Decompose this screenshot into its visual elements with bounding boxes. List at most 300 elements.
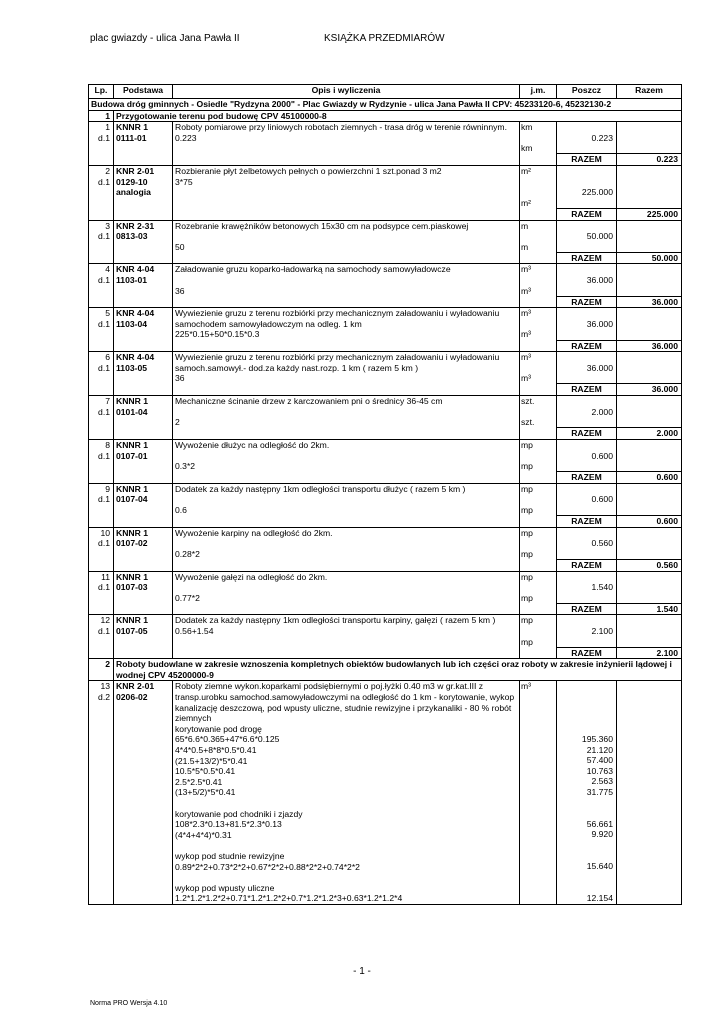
- empty-cell: [173, 340, 520, 352]
- project-title-row: [89, 99, 682, 111]
- razem-row: [89, 340, 682, 352]
- section-number: 2: [89, 659, 114, 681]
- description-text: Wywiezienie gruzu z terenu rozbiórki przy mechanicznym załadowaniu i wyładowaniu samochodem samowyładowczym na odleg. 1 km: [175, 308, 500, 329]
- item-lp: 1: [105, 122, 110, 133]
- calc-unit: m³: [521, 285, 532, 296]
- item-razem: [617, 571, 682, 603]
- empty-cell: [173, 516, 520, 528]
- unit-text: km: [521, 122, 533, 133]
- razem-label: RAZEM: [557, 559, 617, 571]
- calculation: 2: [175, 417, 180, 428]
- razem-row: [89, 252, 682, 264]
- item-razem: [617, 220, 682, 252]
- calculation: 10.5*5*0.5*0.41: [175, 766, 236, 777]
- empty-cell: [520, 472, 557, 484]
- razem-label: RAZEM: [557, 154, 617, 166]
- unit-text: mp: [521, 483, 533, 494]
- poszcz-value: 2.100: [591, 626, 613, 636]
- description-text: Załadowanie gruzu koparko-ładowarką na samochody samowyładowcze: [175, 264, 451, 275]
- item-dz: d.2: [98, 692, 110, 703]
- basis-line: KNNR 1: [116, 571, 148, 582]
- calc-unit: m³: [521, 329, 532, 340]
- item-poszcz: [557, 264, 617, 296]
- razem-row: [89, 428, 682, 440]
- item-unit: [520, 308, 557, 340]
- poszcz-value: 21.120: [586, 744, 613, 755]
- header-left: plac gwiazdy - ulica Jana Pawła II: [90, 33, 240, 44]
- description-text: Rozebranie krawężników betonowych 15x30 cm na podsypce cem.piaskowej: [175, 220, 469, 231]
- calculation: 36: [175, 285, 185, 296]
- item-basis: [114, 264, 173, 296]
- item-unit: [520, 483, 557, 515]
- item-row: [89, 527, 682, 559]
- razem-row: [89, 603, 682, 615]
- unit-text: m³: [521, 352, 532, 363]
- razem-value: 2.000: [617, 428, 682, 440]
- empty-cell: [173, 559, 520, 571]
- item-description: [173, 439, 520, 471]
- item-division: d.1: [98, 231, 110, 242]
- item-description: [173, 615, 520, 647]
- empty-cell: [89, 252, 114, 264]
- section-number: 1: [89, 110, 114, 122]
- calculation: (13+5/2)*5*0.41: [175, 787, 236, 798]
- razem-value: 36.000: [617, 296, 682, 308]
- item-number: [89, 483, 114, 515]
- basis-line: 1103-01: [116, 275, 148, 285]
- razem-label: RAZEM: [557, 516, 617, 528]
- empty-cell: [114, 154, 173, 166]
- basis-line: analogia: [116, 187, 151, 198]
- item-division: d.1: [98, 626, 110, 636]
- item-number: [89, 439, 114, 471]
- razem-value: 50.000: [617, 252, 682, 264]
- razem-row: [89, 516, 682, 528]
- estimate-table: [88, 84, 682, 905]
- empty-cell: [114, 647, 173, 659]
- razem-value: 225.000: [617, 208, 682, 220]
- razem-row: [89, 296, 682, 308]
- item-number: [89, 308, 114, 340]
- empty-cell: [173, 384, 520, 396]
- empty-cell: [520, 428, 557, 440]
- item-description: [173, 220, 520, 252]
- software-version: Norma PRO Wersja 4.10: [90, 1000, 168, 1007]
- calc-unit: mp: [521, 504, 533, 515]
- empty-cell: [520, 559, 557, 571]
- empty-cell: [173, 647, 520, 659]
- empty-cell: [89, 559, 114, 571]
- unit-text: mp: [521, 527, 533, 538]
- item-description: [173, 264, 520, 296]
- item-description: [173, 352, 520, 384]
- item-basis: [114, 571, 173, 603]
- calc-unit: mp: [521, 636, 533, 647]
- poszcz-value: 36.000: [586, 362, 613, 373]
- empty-cell: [173, 472, 520, 484]
- item-razem: [617, 615, 682, 647]
- description-text: Mechaniczne ścinanie drzew z karczowaniem pni o średnicy 36-45 cm: [175, 396, 443, 407]
- item-basis: [114, 439, 173, 471]
- poszcz-value: 12.154: [586, 892, 613, 903]
- empty-cell: [173, 428, 520, 440]
- empty-cell: [89, 472, 114, 484]
- calc-unit: m: [521, 241, 529, 252]
- unit-text: mp: [521, 615, 533, 626]
- item-division: d.1: [98, 132, 110, 143]
- razem-value: 1.540: [617, 603, 682, 615]
- section-title: Przygotowanie terenu pod budowę CPV 45100000-8: [114, 110, 682, 122]
- empty-cell: [89, 384, 114, 396]
- basis-line: 0129-10: [116, 176, 148, 187]
- unit-text: m: [521, 220, 529, 231]
- item-division: d.1: [98, 176, 110, 187]
- item-basis: [114, 527, 173, 559]
- calculation: 36: [175, 373, 185, 384]
- razem-label: RAZEM: [557, 252, 617, 264]
- calculation: 0.77*2: [175, 592, 200, 603]
- razem-value: 36.000: [617, 340, 682, 352]
- item-unit: [520, 527, 557, 559]
- item-poszcz: [557, 308, 617, 340]
- unit-text: mp: [521, 571, 533, 582]
- item-lp: 7: [105, 396, 110, 407]
- empty-cell: [89, 208, 114, 220]
- basis-line: KNR 4-04: [116, 352, 155, 363]
- item-unit: [520, 396, 557, 428]
- razem-value: 2.100: [617, 647, 682, 659]
- description-text: Wywożenie gałęzi na odległość do 2km.: [175, 571, 328, 582]
- empty-cell: [173, 208, 520, 220]
- empty-cell: [114, 208, 173, 220]
- empty-cell: [173, 154, 520, 166]
- item-unit: m³: [520, 681, 557, 904]
- razem-label: RAZEM: [557, 208, 617, 220]
- empty-cell: [520, 603, 557, 615]
- poszcz-value: 0.600: [591, 494, 613, 505]
- calc-unit: mp: [521, 461, 533, 472]
- basis-line: KNNR 1: [116, 483, 148, 494]
- poszcz-value: 0.560: [591, 538, 613, 549]
- poszcz-value: 50.000: [586, 231, 613, 242]
- item-division: d.1: [98, 406, 110, 417]
- empty-cell: [173, 603, 520, 615]
- item-row: [89, 681, 682, 904]
- calc-unit: km: [521, 143, 533, 154]
- item-description: [173, 122, 520, 154]
- item-razem: [617, 122, 682, 154]
- item-basis: [114, 396, 173, 428]
- poszcz-value: 36.000: [586, 318, 613, 329]
- empty-cell: [89, 603, 114, 615]
- calc-unit: m²: [521, 197, 532, 208]
- empty-cell: [89, 647, 114, 659]
- basis-line: 0107-02: [116, 538, 148, 549]
- poszcz-value: 10.763: [586, 765, 613, 776]
- item-lp: 2: [105, 166, 110, 177]
- calculation: 0.89*2*2+0.73*2*2+0.67*2*2+0.88*2*2+0.74*2*2: [175, 861, 360, 872]
- description-text: Wywiezienie gruzu z terenu rozbiórki przy mechanicznym załadowaniu i wyładowaniu samoch.samowył.- dod.za każdy nast.rozp. 1 km ( razem 5 km ): [175, 352, 500, 373]
- item-description: [173, 166, 520, 209]
- item-basis: [114, 220, 173, 252]
- calculation: 3*75: [175, 176, 193, 187]
- item-basis: [114, 122, 173, 154]
- item-number: [89, 122, 114, 154]
- empty-cell: [89, 428, 114, 440]
- calculation: 225*0.15+50*0.15*0.3: [175, 329, 260, 340]
- poszcz-value: 36.000: [586, 275, 613, 285]
- item-row: [89, 396, 682, 428]
- razem-row: [89, 472, 682, 484]
- item-lp: 13: [100, 681, 110, 692]
- basis-line: 0813-03: [116, 231, 148, 242]
- item-razem: [617, 439, 682, 471]
- empty-cell: [89, 340, 114, 352]
- item-poszcz: [557, 396, 617, 428]
- poszcz-value: 56.661: [586, 818, 613, 829]
- poszcz-value: 9.920: [591, 829, 613, 840]
- item-number: [89, 166, 114, 209]
- item-lp: 4: [105, 264, 110, 275]
- item-lp: 10: [100, 527, 110, 538]
- col-lp: Lp.: [89, 85, 114, 99]
- empty-cell: [114, 603, 173, 615]
- calculation: 0.6: [175, 504, 187, 515]
- calc-unit: m³: [521, 373, 532, 384]
- item-razem: [617, 396, 682, 428]
- item-row: [89, 308, 682, 340]
- item-lp: 5: [105, 308, 110, 319]
- item-poszcz: [557, 122, 617, 154]
- group-label: wykop pod studnie rewizyjne: [175, 850, 285, 861]
- poszcz-value: 0.223: [591, 132, 613, 143]
- section-title: Roboty budowlane w zakresie wznoszenia kompletnych obiektów budowlanych lub ich części oraz roboty w zakresie inżynierii lądowej i wodnej CPV 45200000-9: [114, 659, 682, 681]
- basis-line: KNR 2-01: [116, 681, 155, 692]
- empty-cell: [520, 516, 557, 528]
- item-basis: [114, 308, 173, 340]
- razem-label: RAZEM: [557, 603, 617, 615]
- razem-label: RAZEM: [557, 647, 617, 659]
- item-poszcz: [557, 571, 617, 603]
- poszcz-value: 1.540: [591, 582, 613, 593]
- basis-line: KNNR 1: [116, 122, 148, 133]
- item-number: [89, 681, 114, 904]
- empty-cell: [114, 516, 173, 528]
- razem-value: 0.600: [617, 516, 682, 528]
- basis-line: KNR 2-01: [116, 166, 155, 177]
- calculation: (4*4+4*4)*0.31: [175, 829, 232, 840]
- item-unit: [520, 122, 557, 154]
- item-row: [89, 615, 682, 647]
- item-description: [173, 396, 520, 428]
- description-text: Dodatek za każdy następny 1km odległości transportu dłużyc ( razem 5 km ): [175, 483, 466, 494]
- razem-label: RAZEM: [557, 296, 617, 308]
- item-razem: [617, 527, 682, 559]
- section-row: [89, 659, 682, 681]
- item-number: [89, 396, 114, 428]
- item-poszcz: [557, 166, 617, 209]
- item-unit: [520, 220, 557, 252]
- item-unit: [520, 439, 557, 471]
- calculation: 1.2*1.2*1.2*2+0.71*1.2*1.2*2+0.7*1.2*1.2*3+0.63*1.2*1.2*4: [175, 893, 403, 904]
- basis-line: 0107-03: [116, 582, 148, 593]
- description-text: Wywożenie karpiny na odległość do 2km.: [175, 527, 333, 538]
- item-basis: [114, 615, 173, 647]
- item-unit: [520, 166, 557, 209]
- section-row: [89, 110, 682, 122]
- group-label: korytowanie pod drogę: [175, 723, 262, 734]
- item-poszcz: [557, 527, 617, 559]
- razem-row: [89, 559, 682, 571]
- empty-cell: [114, 559, 173, 571]
- item-razem: [617, 352, 682, 384]
- empty-cell: [173, 296, 520, 308]
- empty-cell: [89, 296, 114, 308]
- item-razem: [617, 166, 682, 209]
- item-row: [89, 352, 682, 384]
- page-number: - 1 -: [353, 966, 371, 977]
- empty-cell: [173, 252, 520, 264]
- calculation: (21.5+13/2)*5*0.41: [175, 755, 248, 766]
- razem-row: [89, 384, 682, 396]
- razem-row: [89, 154, 682, 166]
- empty-cell: [114, 472, 173, 484]
- col-basis: Podstawa: [114, 85, 173, 99]
- item-poszcz: [557, 220, 617, 252]
- item-poszcz: [557, 352, 617, 384]
- item-basis: [114, 681, 173, 904]
- unit-text: szt.: [521, 396, 535, 407]
- empty-cell: [89, 516, 114, 528]
- item-number: [89, 571, 114, 603]
- calculation: 2.5*2.5*0.41: [175, 776, 223, 787]
- poszcz-value: 225.000: [581, 187, 613, 198]
- unit-text: mp: [521, 439, 533, 450]
- item-division: d.1: [98, 362, 110, 373]
- poszcz-value: 15.640: [586, 861, 613, 872]
- item-lp: 6: [105, 352, 110, 363]
- col-unit: j.m.: [520, 85, 557, 99]
- item-row: [89, 483, 682, 515]
- description-text: Rozbieranie płyt żelbetowych pełnych o powierzchni 1 szt.ponad 3 m2: [175, 166, 442, 177]
- empty-cell: [114, 428, 173, 440]
- empty-cell: [520, 384, 557, 396]
- item-lp: 3: [105, 220, 110, 231]
- unit-text: m³: [521, 264, 532, 275]
- description-text: Wywożenie dłużyc na odległość do 2km.: [175, 439, 330, 450]
- item-number: [89, 220, 114, 252]
- table-header-row: [89, 85, 682, 99]
- col-razem: Razem: [617, 85, 682, 99]
- razem-label: RAZEM: [557, 428, 617, 440]
- item-number: [89, 264, 114, 296]
- project-title: Budowa dróg gminnych - Osiedle "Rydzyna 2000" - Plac Gwiazdy w Rydzynie - ulica Jana Pawła II CPV: 45233120-6, 45232130-2: [89, 99, 682, 111]
- col-poszcz: Poszcz: [557, 85, 617, 99]
- razem-value: 0.600: [617, 472, 682, 484]
- empty-cell: [520, 154, 557, 166]
- poszcz-value: 0.600: [591, 450, 613, 461]
- calc-unit: mp: [521, 592, 533, 603]
- group-label: wykop pod wpusty uliczne: [175, 882, 275, 893]
- empty-cell: [89, 154, 114, 166]
- razem-label: RAZEM: [557, 384, 617, 396]
- basis-line: KNR 4-04: [116, 264, 155, 275]
- item-description: [173, 681, 520, 904]
- item-division: d.1: [98, 582, 110, 593]
- basis-line: 0107-01: [116, 450, 148, 461]
- item-row: [89, 571, 682, 603]
- basis-line: 0206-02: [116, 692, 148, 703]
- item-basis: [114, 166, 173, 209]
- razem-value: 36.000: [617, 384, 682, 396]
- description-text: Dodatek za każdy następny 1km odległości transportu karpiny, gałęzi ( razem 5 km ): [175, 615, 496, 626]
- calc-unit: mp: [521, 548, 533, 559]
- item-lp: 12: [100, 615, 110, 626]
- item-row: [89, 220, 682, 252]
- calculation: 65*6.6*0.365+47*6.6*0.125: [175, 734, 280, 745]
- item-lp: 11: [101, 571, 110, 582]
- poszcz-value: 2.000: [591, 406, 613, 417]
- item-number: [89, 352, 114, 384]
- basis-line: KNR 2-31: [116, 220, 155, 231]
- basis-line: KNNR 1: [116, 527, 148, 538]
- item-poszcz: [557, 681, 617, 904]
- poszcz-value: 195.360: [581, 734, 613, 745]
- razem-value: 0.560: [617, 559, 682, 571]
- item-razem: [617, 264, 682, 296]
- item-division: d.1: [98, 450, 110, 461]
- empty-cell: [520, 252, 557, 264]
- basis-line: 0107-04: [116, 494, 148, 505]
- unit-text: m²: [521, 166, 532, 177]
- calc-unit: szt.: [521, 417, 535, 428]
- item-number: [89, 527, 114, 559]
- basis-line: KNNR 1: [116, 615, 148, 626]
- item-poszcz: [557, 483, 617, 515]
- empty-cell: [520, 340, 557, 352]
- col-description: Opis i wyliczenia: [173, 85, 520, 99]
- empty-cell: [114, 252, 173, 264]
- item-division: d.1: [98, 494, 110, 505]
- poszcz-value: 57.400: [586, 755, 613, 766]
- description-text: Roboty ziemne wykon.koparkami podsiębiernymi o poj.łyżki 0.40 m3 w gr.kat.III z transp.urobku samochod.samowyładowczymi na odległość do 1 km - korytowanie, wykop kanalizację deszczową, pod wpusty uliczne, studnie rewizyjne i przykanaliki - 80 % robót ziemnych: [175, 681, 515, 724]
- item-division: d.1: [98, 275, 110, 285]
- basis-line: KNNR 1: [116, 439, 148, 450]
- item-basis: [114, 483, 173, 515]
- item-lp: 9: [105, 483, 110, 494]
- group-label: korytowanie pod chodniki i zjazdy: [175, 808, 303, 819]
- razem-row: [89, 647, 682, 659]
- poszcz-value: 31.775: [586, 787, 613, 798]
- item-razem: [617, 308, 682, 340]
- item-description: [173, 571, 520, 603]
- empty-cell: [520, 296, 557, 308]
- item-poszcz: [557, 615, 617, 647]
- empty-cell: [114, 340, 173, 352]
- unit-text: m³: [521, 308, 532, 319]
- item-division: d.1: [98, 318, 110, 329]
- calculation: 4*4*0.5+8*8*0.5*0.41: [175, 745, 257, 756]
- item-description: [173, 527, 520, 559]
- calculation: 50: [175, 241, 185, 252]
- basis-line: 0107-05: [116, 626, 148, 636]
- basis-line: 0101-04: [116, 406, 148, 417]
- calculation: 0.3*2: [175, 461, 196, 472]
- empty-cell: [520, 647, 557, 659]
- header-right: KSIĄŻKA PRZEDMIARÓW: [324, 33, 445, 44]
- description-text: Roboty pomiarowe przy liniowych robotach ziemnych - trasa dróg w terenie równinnym.: [175, 122, 507, 133]
- item-lp: 8: [105, 439, 110, 450]
